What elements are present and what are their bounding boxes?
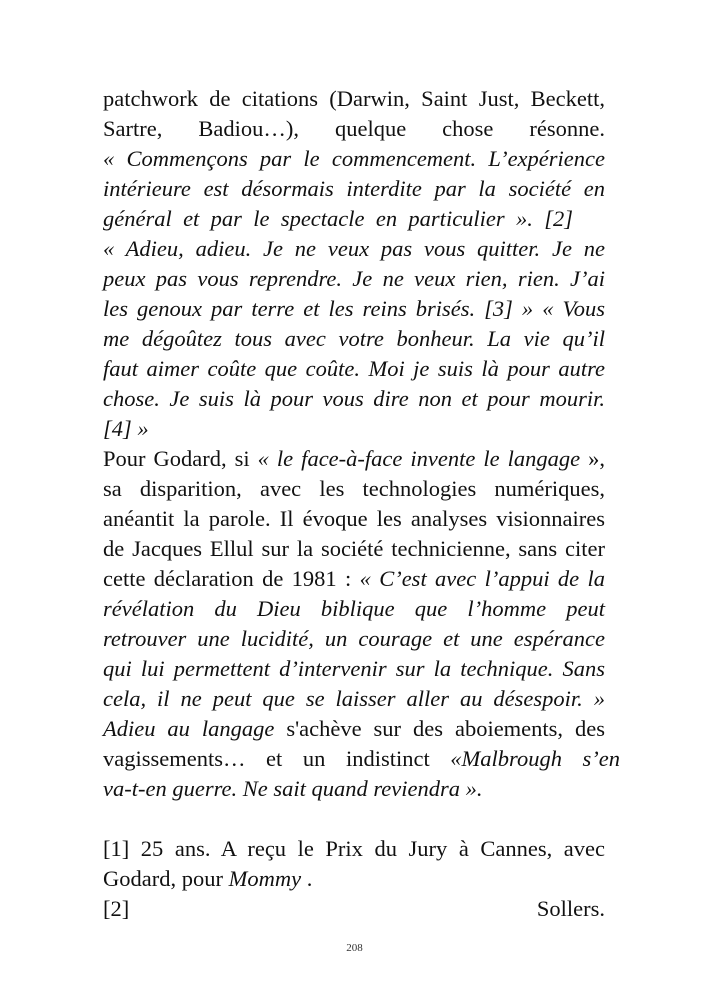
quote-text: retrouver une lucidité, un courage et une espérance	[103, 626, 605, 651]
quote-text: va-t-en guerre. Ne sait quand reviendra ».	[103, 776, 483, 801]
quote-text: faut aimer coûte que coûte. Moi je suis là pour autre	[103, 356, 605, 381]
plain-text: vagissements… et un indistinct	[103, 746, 451, 771]
text-line	[103, 234, 605, 264]
quote-text: peux pas vous reprendre. Je ne veux rien, rien. J’ai	[103, 266, 605, 291]
text-line	[103, 594, 605, 624]
text-line: patchwork de citations (Darwin, Saint Just, Beckett,	[103, 86, 605, 111]
footnote-text: Sollers.	[536, 896, 605, 921]
plain-text: cette déclaration de 1981 :	[103, 566, 360, 591]
footnote-1-continued	[103, 864, 605, 894]
quote-text: « C’est avec l’appui de la	[359, 566, 605, 591]
text-line	[103, 384, 605, 414]
quote-text: «Malbrough s’en	[450, 746, 621, 771]
quote-text: [4] »	[103, 416, 149, 441]
quote-text: les genoux par terre et les reins brisés. [3] » « Vous	[103, 296, 605, 321]
text-line: Sartre, Badiou…), quelque chose résonne.	[103, 116, 605, 141]
quote-text: « Commençons par le commencement. L’expérience	[103, 146, 605, 171]
text-line	[103, 444, 605, 474]
plain-text: Godard, pour	[103, 866, 229, 891]
text-line	[103, 204, 573, 234]
footnote-ref: [2]	[532, 206, 573, 231]
text-line	[103, 294, 605, 324]
footnote-2	[103, 894, 605, 924]
text-line	[103, 354, 605, 384]
text-line	[103, 414, 605, 444]
page-number: 208	[346, 942, 363, 954]
quote-text: cela, il ne peut que se laisser aller au désespoir. »	[103, 686, 605, 711]
text-line	[103, 774, 605, 804]
plain-text: .	[301, 866, 313, 891]
text-line	[103, 744, 620, 774]
text-line	[103, 624, 605, 654]
text-line: anéantit la parole. Il évoque les analyses visionnaires	[103, 506, 605, 531]
text-line	[103, 264, 605, 294]
quote-text: intérieure est désormais interdite par la société en	[103, 176, 605, 201]
footnote-number: [2]	[103, 896, 130, 921]
film-title: Adieu au langage	[103, 716, 275, 741]
quote-text: « Adieu, adieu. Je ne veux pas vous quitter. Je ne	[103, 236, 605, 261]
text-line	[103, 324, 605, 354]
text-line: sa disparition, avec les technologies numériques,	[103, 476, 605, 501]
quote-text: qui lui permettent d’intervenir sur la technique. Sans	[103, 656, 605, 681]
plain-text: »,	[580, 446, 605, 471]
plain-text: Pour Godard, si	[103, 446, 258, 471]
text-line	[103, 654, 605, 684]
text-line	[103, 564, 605, 594]
text-line: de Jacques Ellul sur la société technicienne, sans citer	[103, 536, 605, 561]
quote-text: général et par le spectacle en particulier ».	[103, 206, 533, 231]
film-title: Mommy	[228, 866, 302, 891]
plain-text: s'achève sur des aboiements, des	[274, 716, 605, 741]
text-line	[103, 684, 605, 714]
quote-text: me dégoûtez tous avec votre bonheur. La vie qu’il	[103, 326, 605, 351]
quote-text: révélation du Dieu biblique que l’homme peut	[103, 596, 605, 621]
text-line	[103, 714, 605, 744]
text-line	[103, 144, 605, 174]
quote-text: « le face-à-face invente le langage	[257, 446, 581, 471]
quote-text: chose. Je suis là pour vous dire non et pour mourir.	[103, 386, 605, 411]
footnote-1: [1] 25 ans. A reçu le Prix du Jury à Cannes, avec	[103, 836, 605, 861]
text-line	[103, 174, 605, 204]
